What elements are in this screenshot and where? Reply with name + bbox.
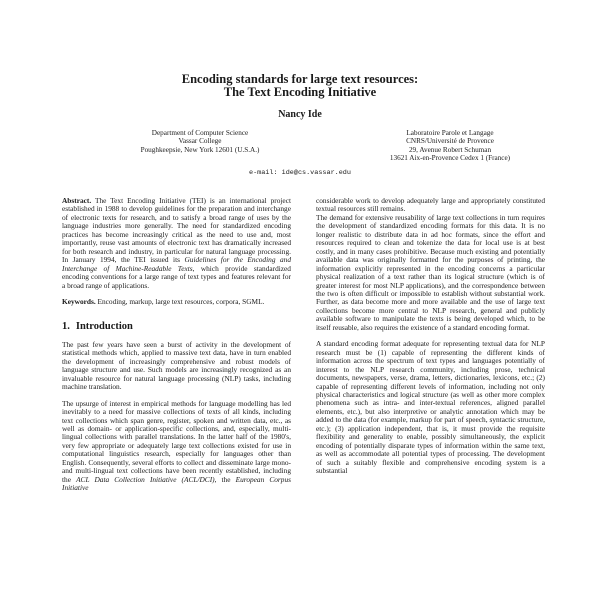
author-name: Nancy Ide — [278, 109, 322, 120]
keywords — [62, 298, 291, 306]
affiliation-line: Department of Computer Science — [151, 129, 249, 137]
keywords-label: Keywords. — [62, 296, 96, 306]
acl-dci-name: ACL Data Collection Initiative (ACL/DCI) — [76, 474, 215, 484]
abstract-text: The Text Encoding Initiative (TEI) is an international project established in 1988 to develop guidelines for the preparation and interchange of electronic texts for research, and to satisfy a broad range of uses by the language industries more generally. The need for standardized encoding practices has become increasingly critical as the need to use and, most importantly, reuse vast amounts of electronic text has dramatically increased for both research and industry, in particular for natural language processing. In January 1994, the TEI issued its — [62, 196, 291, 265]
title-line-2: The Text Encoding Initiative — [223, 85, 377, 99]
author-email: e-mail: ide@cs.vassar.edu — [249, 169, 351, 177]
affiliation-line: Laboratoire Parole et Langage — [406, 129, 494, 137]
intro-paragraph-2-sep: , the — [214, 474, 236, 484]
guidelines-title: Guidelines for the Encoding and Interchange of Machine-Readable Texts — [62, 255, 291, 273]
affiliation-line: 13621 Aix-en-Provence Cedex 1 (France) — [389, 153, 511, 162]
right-paragraph-2: The demand for extensive reusability of large text collections in turn requires the development of standardized encoding formats for this data. It is no longer realistic to distribute data in ad hoc formats, since the effort and resources required to clean and tokenize the data for local use is at best costly, and in many cases prohibitive. Because much existing and potentially available data was originally formatted for the purposes of printing, the information explicitly represented in the encoding concerns a particular physical realization of a text rather than its logical structure (which is of greater interest for most NLP applications), and the correspondence between the two is often difficult or impossible to establish without substantial work. Further, as data become more and more available and the use of large text collections become more central to NLP research, general and publicly available software to manipulate the texts is being developed which, to be itself reusable, also requires the existence of a standard encoding format. — [316, 212, 545, 332]
section-title: Introduction — [75, 321, 133, 333]
right-paragraph-3: A standard encoding format adequate for representing textual data for NLP research must be (1) capable of representing the different kinds of information across the spectrum of text types and languages potentially of interest to the NLP research community, including prose, technical documents, newspapers, verse, drama, letters, dictionaries, lexicons, etc.; (2) capable of representing different levels of information, including not only physical characteristics and logical structure (as well as other more complex phenomena such as intra- and inter-textual references, aligned parallel elements, etc.), but also interpretive or analytic annotation which may be added to the data (for example, markup for part of speech, syntactic structure, etc.); (3) application independent, that is, it must provide the requisite flexibility and generality to enable, possibly simultaneously, the explicit encoding of potentially disparate types of information within the same text, as well as accommodate all potential types of processing. The development of such a suitably flexible and comprehensive encoding system is a substantial — [316, 339, 545, 476]
affiliation-line: Poughkeepsie, New York 12601 (U.S.A.) — [140, 145, 260, 154]
right-column — [316, 197, 545, 476]
affiliation-right — [340, 129, 560, 162]
right-paragraph-1: considerable work to develop adequately large and appropriately constituted textual resources still remains. — [316, 196, 545, 214]
abstract-label: Abstract. — [62, 196, 92, 205]
left-column — [62, 197, 291, 493]
eci-name: European Corpus Initiative — [62, 474, 291, 493]
abstract — [62, 197, 291, 290]
title-line-1: Encoding standards for large text resources: — [181, 72, 419, 86]
paper-title — [0, 73, 600, 99]
affiliation-line: 29, Avenue Robert Schuman — [408, 145, 492, 154]
abstract-text-end: , which provide standardized encoding conventions for a large range of text types and features relevant for a broad range of applications. — [62, 263, 291, 290]
affiliation-line: Vassar College — [178, 137, 222, 146]
intro-paragraph-1: The past few years have seen a burst of activity in the development of statistical methods which, applied to massive text data, have in turn enabled the development of increasingly comprehensive and robust models of language structure and use. Such models are increasingly recognized as an invaluable resource for natural language processing (NLP) tasks, including machine translation. — [62, 339, 291, 392]
section-heading-introduction — [62, 323, 291, 331]
affiliation-left — [95, 129, 305, 154]
section-number: 1. — [62, 321, 70, 333]
intro-paragraph-2 — [62, 400, 291, 493]
intro-paragraph-2-text: The upsurge of interest in empirical methods for language modelling has led inevitably to a need for massive collections of texts of all kinds, including text collections which span genre, register, spoken and written data, etc., as well as domain- or application-specific collections, and, especially, multi-lingual collections with parallel translations. In the latter half of the 1980's, very few appropriate or adequately large text collections existed for use in computational linguistics research, especially for languages other than English. Consequently, several efforts to collect and disseminate large mono- and multi-lingual text collections have been recently established, including the — [62, 398, 291, 484]
keywords-text: Encoding, markup, large text resources, corpora, SGML. — [95, 296, 265, 306]
affiliation-line: CNRS/Université de Provence — [406, 137, 494, 146]
